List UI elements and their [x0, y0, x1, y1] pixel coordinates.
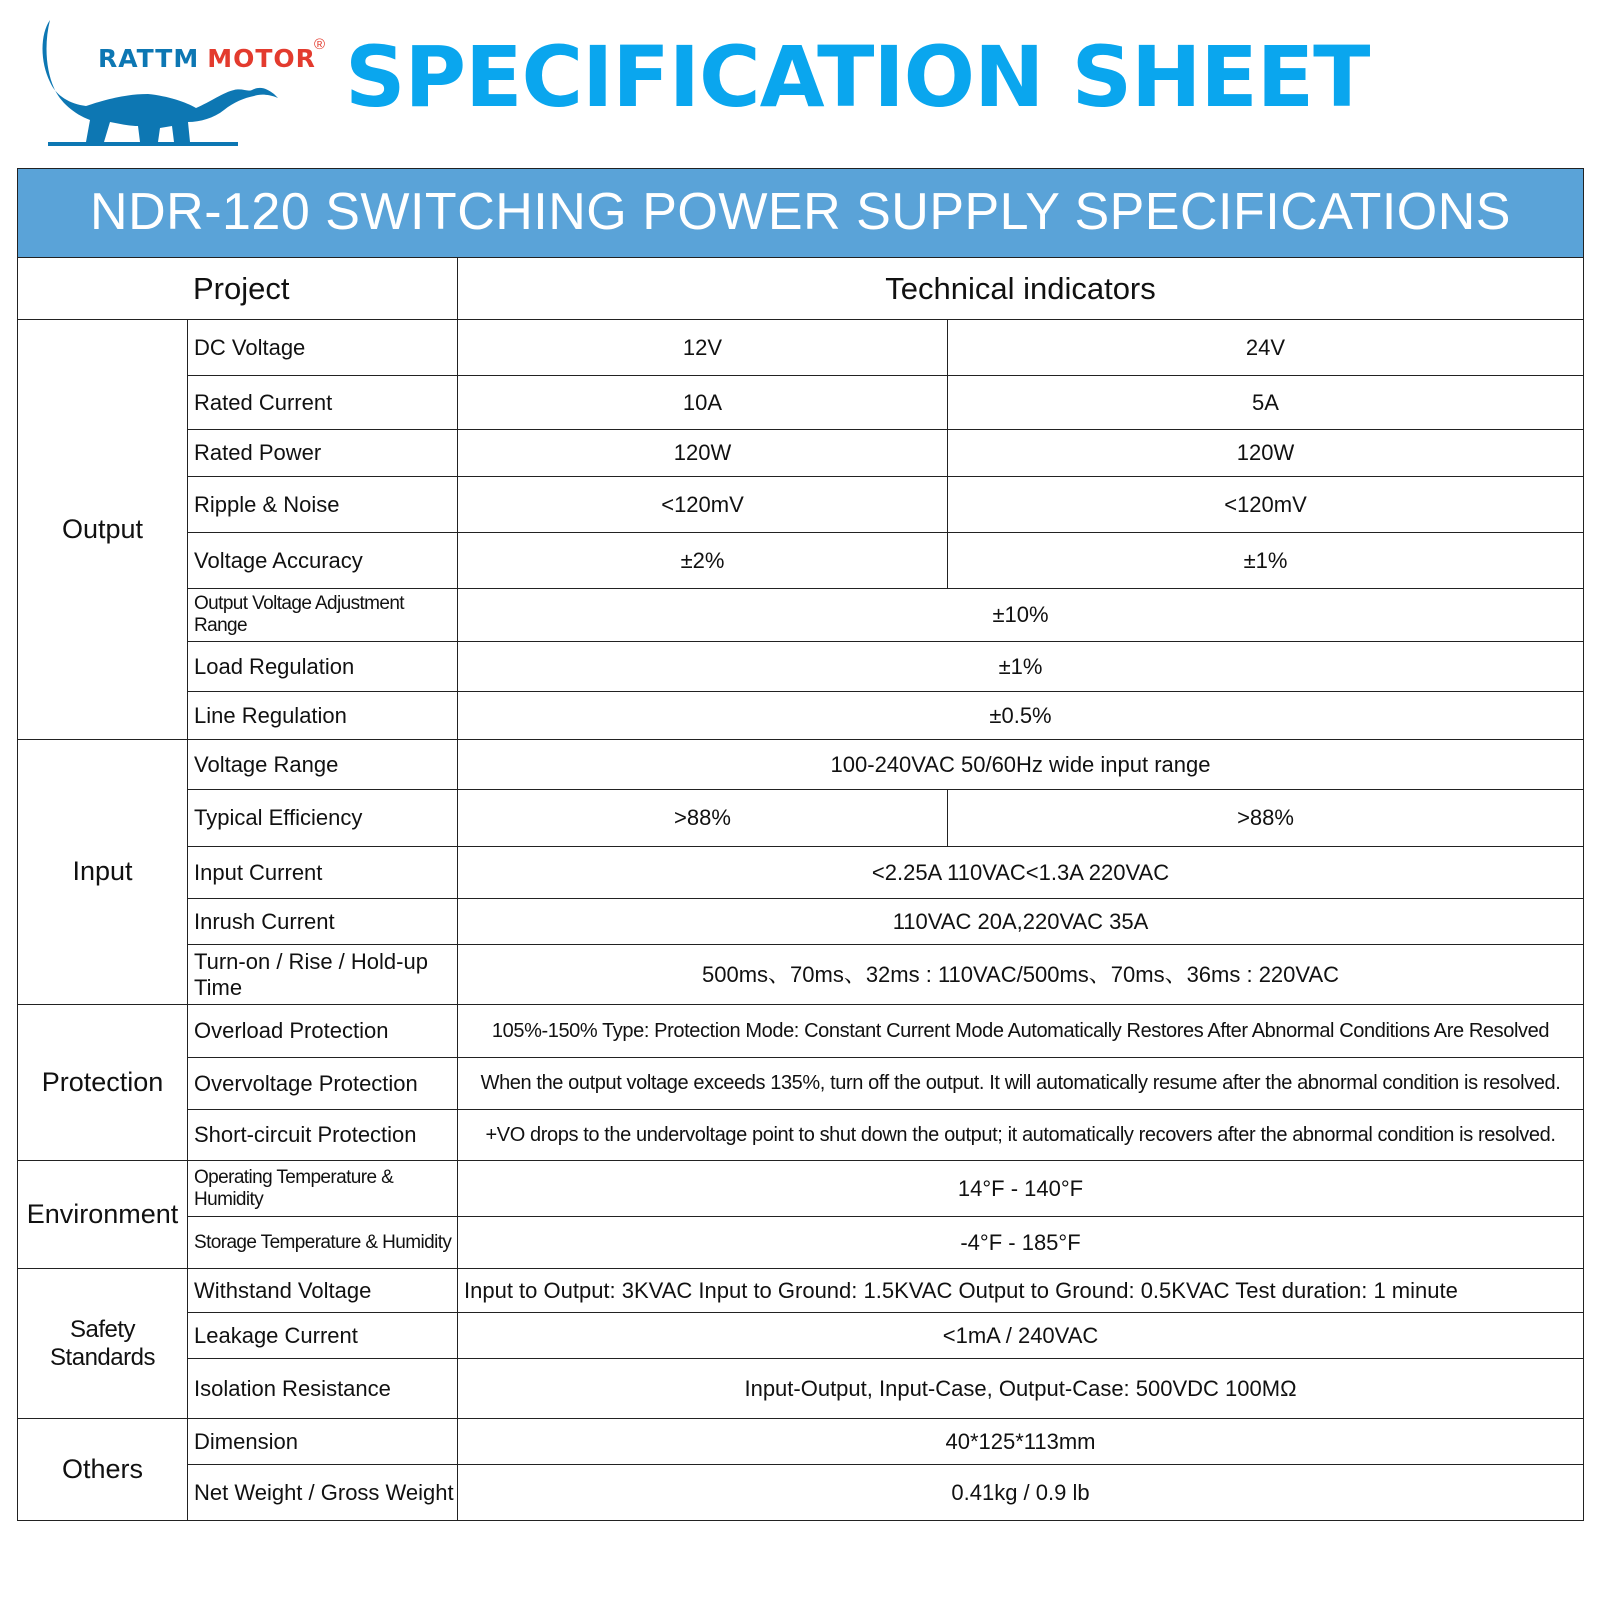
- value-shared: ±0.5%: [458, 692, 1584, 740]
- row-label: Input Current: [188, 847, 458, 899]
- row-label: Overvoltage Protection: [188, 1058, 458, 1110]
- value-shared: 14°F - 140°F: [458, 1161, 1584, 1217]
- table-row: [18, 945, 1584, 1005]
- value-shared: 0.41kg / 0.9 lb: [458, 1465, 1584, 1521]
- value-shared: 500ms、70ms、32ms : 110VAC/500ms、70ms、36ms : 220VAC: [458, 945, 1584, 1005]
- table-row: [18, 692, 1584, 740]
- row-label: Voltage Range: [188, 740, 458, 790]
- table-row: [18, 1359, 1584, 1419]
- table-row: [18, 376, 1584, 430]
- table-row: [18, 589, 1584, 642]
- category-protection: Protection: [18, 1005, 188, 1161]
- value-12v: 10A: [458, 376, 948, 430]
- category-others: Others: [18, 1419, 188, 1521]
- value-shared: When the output voltage exceeds 135%, turn off the output. It will automatically resume after the abnormal condition is resolved.: [458, 1058, 1584, 1110]
- value-shared: 105%-150% Type: Protection Mode: Constant Current Mode Automatically Restores After Abnormal Conditions Are Resolved: [458, 1005, 1584, 1058]
- row-label: Operating Temperature & Humidity: [188, 1161, 458, 1217]
- row-label: DC Voltage: [188, 320, 458, 376]
- table-row: [18, 642, 1584, 692]
- table-row: [18, 899, 1584, 945]
- value-shared: +VO drops to the undervoltage point to shut down the output; it automatically recovers after the abnormal condition is resolved.: [458, 1110, 1584, 1161]
- value-shared: Input-Output, Input-Case, Output-Case: 500VDC 100MΩ: [458, 1359, 1584, 1419]
- table-row: [18, 790, 1584, 847]
- table-row: [18, 1058, 1584, 1110]
- row-label: Leakage Current: [188, 1313, 458, 1359]
- value-shared: Input to Output: 3KVAC Input to Ground: 1.5KVAC Output to Ground: 0.5KVAC Test duration: 1 minute: [458, 1269, 1584, 1313]
- value-shared: <1mA / 240VAC: [458, 1313, 1584, 1359]
- category-input: Input: [18, 740, 188, 1005]
- row-label: Turn-on / Rise / Hold-up Time: [188, 945, 458, 1005]
- project-header: Project: [18, 258, 458, 320]
- value-24v: >88%: [948, 790, 1584, 847]
- category-safety: Safety Standards: [18, 1269, 188, 1419]
- table-row: [18, 320, 1584, 376]
- brand-name-part1: RATTM: [98, 44, 200, 73]
- value-24v: ±1%: [948, 533, 1584, 589]
- row-label: Line Regulation: [188, 692, 458, 740]
- value-shared: 100-240VAC 50/60Hz wide input range: [458, 740, 1584, 790]
- table-row: [18, 1465, 1584, 1521]
- table-row: [18, 740, 1584, 790]
- row-label: Ripple & Noise: [188, 477, 458, 533]
- row-label: Voltage Accuracy: [188, 533, 458, 589]
- table-row: [18, 1110, 1584, 1161]
- row-label: Net Weight / Gross Weight: [188, 1465, 458, 1521]
- registered-mark: ®: [314, 36, 326, 53]
- brand-name: [98, 44, 316, 73]
- row-label: Overload Protection: [188, 1005, 458, 1058]
- table-row: [18, 533, 1584, 589]
- row-label: Output Voltage Adjustment Range: [188, 589, 458, 642]
- value-12v: 120W: [458, 430, 948, 477]
- value-24v: <120mV: [948, 477, 1584, 533]
- brand-logo: [38, 14, 326, 149]
- category-environment: Environment: [18, 1161, 188, 1269]
- dinosaur-icon: [38, 14, 308, 149]
- page-title: SPECIFICATION SHEET: [345, 28, 1370, 126]
- table-row: [18, 1217, 1584, 1269]
- row-label: Typical Efficiency: [188, 790, 458, 847]
- table-row: [18, 477, 1584, 533]
- table-row: [18, 1419, 1584, 1465]
- value-12v: ±2%: [458, 533, 948, 589]
- value-shared: ±1%: [458, 642, 1584, 692]
- table-row: [18, 1269, 1584, 1313]
- row-label: Load Regulation: [188, 642, 458, 692]
- page-header: [0, 0, 1600, 165]
- table-row: [18, 1161, 1584, 1217]
- value-24v: 24V: [948, 320, 1584, 376]
- value-shared: -4°F - 185°F: [458, 1217, 1584, 1269]
- row-label: Rated Power: [188, 430, 458, 477]
- row-label: Storage Temperature & Humidity: [188, 1217, 458, 1269]
- row-label: Inrush Current: [188, 899, 458, 945]
- value-shared: 40*125*113mm: [458, 1419, 1584, 1465]
- technical-header: Technical indicators: [458, 258, 1584, 320]
- value-24v: 120W: [948, 430, 1584, 477]
- spec-table: [17, 168, 1584, 1521]
- value-shared: <2.25A 110VAC<1.3A 220VAC: [458, 847, 1584, 899]
- brand-name-part2: MOTOR: [207, 44, 316, 73]
- value-12v: >88%: [458, 790, 948, 847]
- row-label: Short-circuit Protection: [188, 1110, 458, 1161]
- table-title: NDR-120 SWITCHING POWER SUPPLY SPECIFICATIONS: [18, 169, 1584, 258]
- value-12v: 12V: [458, 320, 948, 376]
- row-label: Isolation Resistance: [188, 1359, 458, 1419]
- row-label: Dimension: [188, 1419, 458, 1465]
- table-row: [18, 847, 1584, 899]
- table-row: [18, 1005, 1584, 1058]
- value-shared: ±10%: [458, 589, 1584, 642]
- value-12v: <120mV: [458, 477, 948, 533]
- value-shared: 110VAC 20A,220VAC 35A: [458, 899, 1584, 945]
- row-label: Rated Current: [188, 376, 458, 430]
- table-row: [18, 430, 1584, 477]
- value-24v: 5A: [948, 376, 1584, 430]
- category-output: Output: [18, 320, 188, 740]
- table-row: [18, 1313, 1584, 1359]
- row-label: Withstand Voltage: [188, 1269, 458, 1313]
